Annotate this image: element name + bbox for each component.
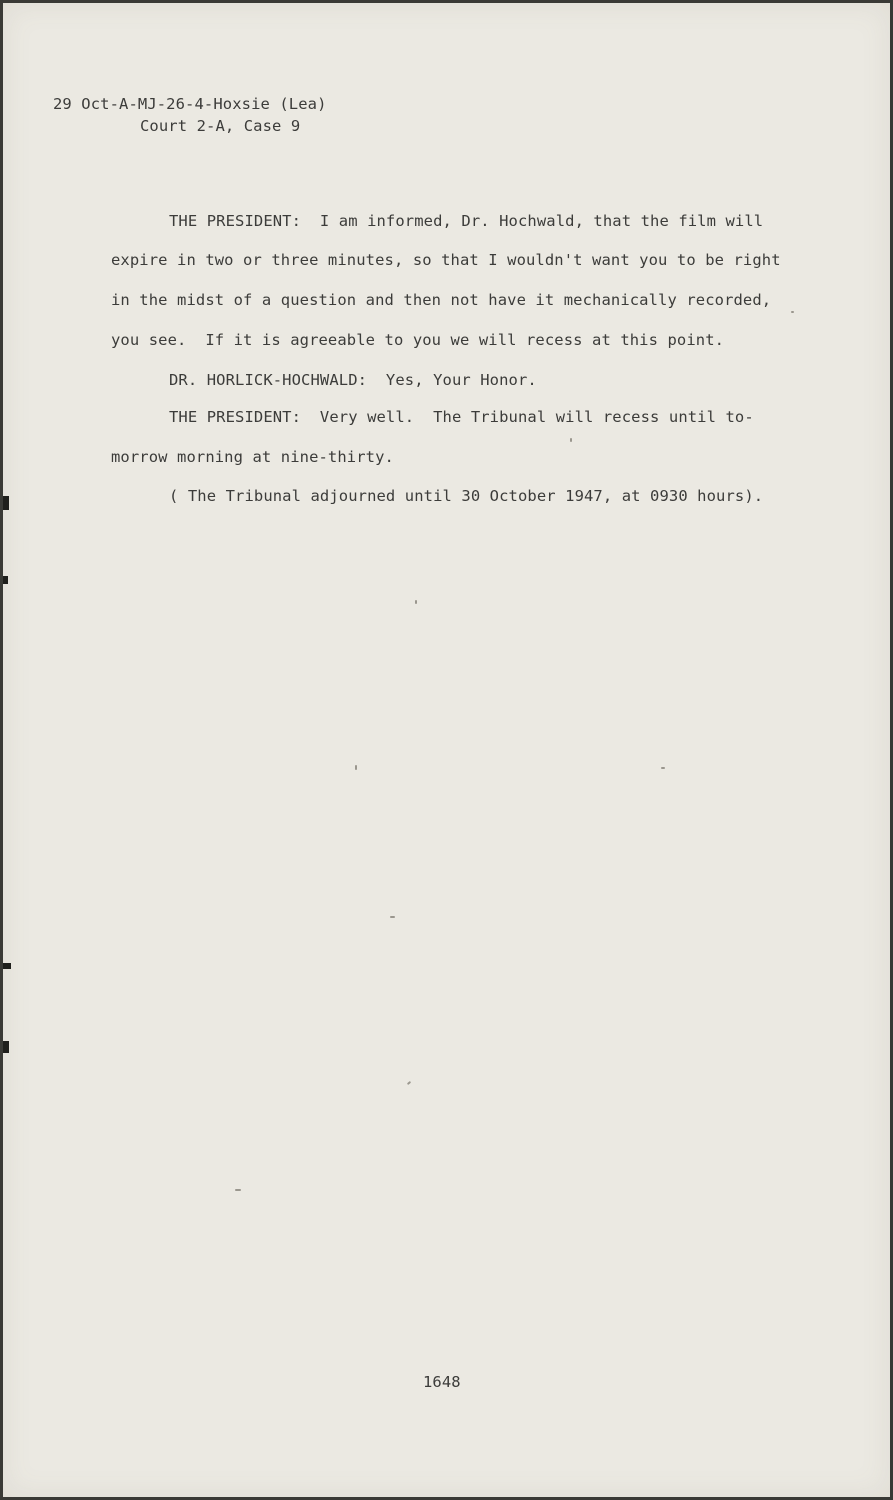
paper-speck bbox=[235, 1189, 241, 1191]
paper-speck bbox=[390, 916, 395, 918]
page-number: 1648 bbox=[423, 1373, 461, 1391]
paper-speck bbox=[355, 765, 357, 770]
body-line-8: ( The Tribunal adjourned until 30 October 1947, at 0930 hours). bbox=[169, 487, 764, 505]
header-line-2: Court 2-A, Case 9 bbox=[140, 117, 301, 135]
body-line-1: THE PRESIDENT: I am informed, Dr. Hochwald, that the film will bbox=[169, 212, 764, 230]
header-line-1: 29 Oct-A-MJ-26-4-Hoxsie (Lea) bbox=[53, 95, 327, 113]
document-page bbox=[3, 3, 890, 1497]
paper-speck bbox=[415, 600, 417, 604]
paper-speck bbox=[570, 438, 572, 442]
body-line-5: DR. HORLICK-HOCHWALD: Yes, Your Honor. bbox=[169, 371, 537, 389]
body-line-4: you see. If it is agreeable to you we will recess at this point. bbox=[111, 331, 725, 349]
body-line-3: in the midst of a question and then not have it mechanically recorded, bbox=[111, 291, 772, 309]
paper-speck bbox=[407, 1081, 411, 1085]
body-line-6: THE PRESIDENT: Very well. The Tribunal will recess until to- bbox=[169, 408, 754, 426]
edge-mark bbox=[3, 963, 11, 969]
body-line-2: expire in two or three minutes, so that I wouldn't want you to be right bbox=[111, 251, 781, 269]
paper-speck bbox=[791, 311, 794, 313]
edge-mark bbox=[3, 496, 9, 510]
body-line-7: morrow morning at nine-thirty. bbox=[111, 448, 394, 466]
edge-mark bbox=[3, 576, 8, 584]
paper-speck bbox=[661, 767, 665, 769]
edge-mark bbox=[3, 1041, 9, 1053]
